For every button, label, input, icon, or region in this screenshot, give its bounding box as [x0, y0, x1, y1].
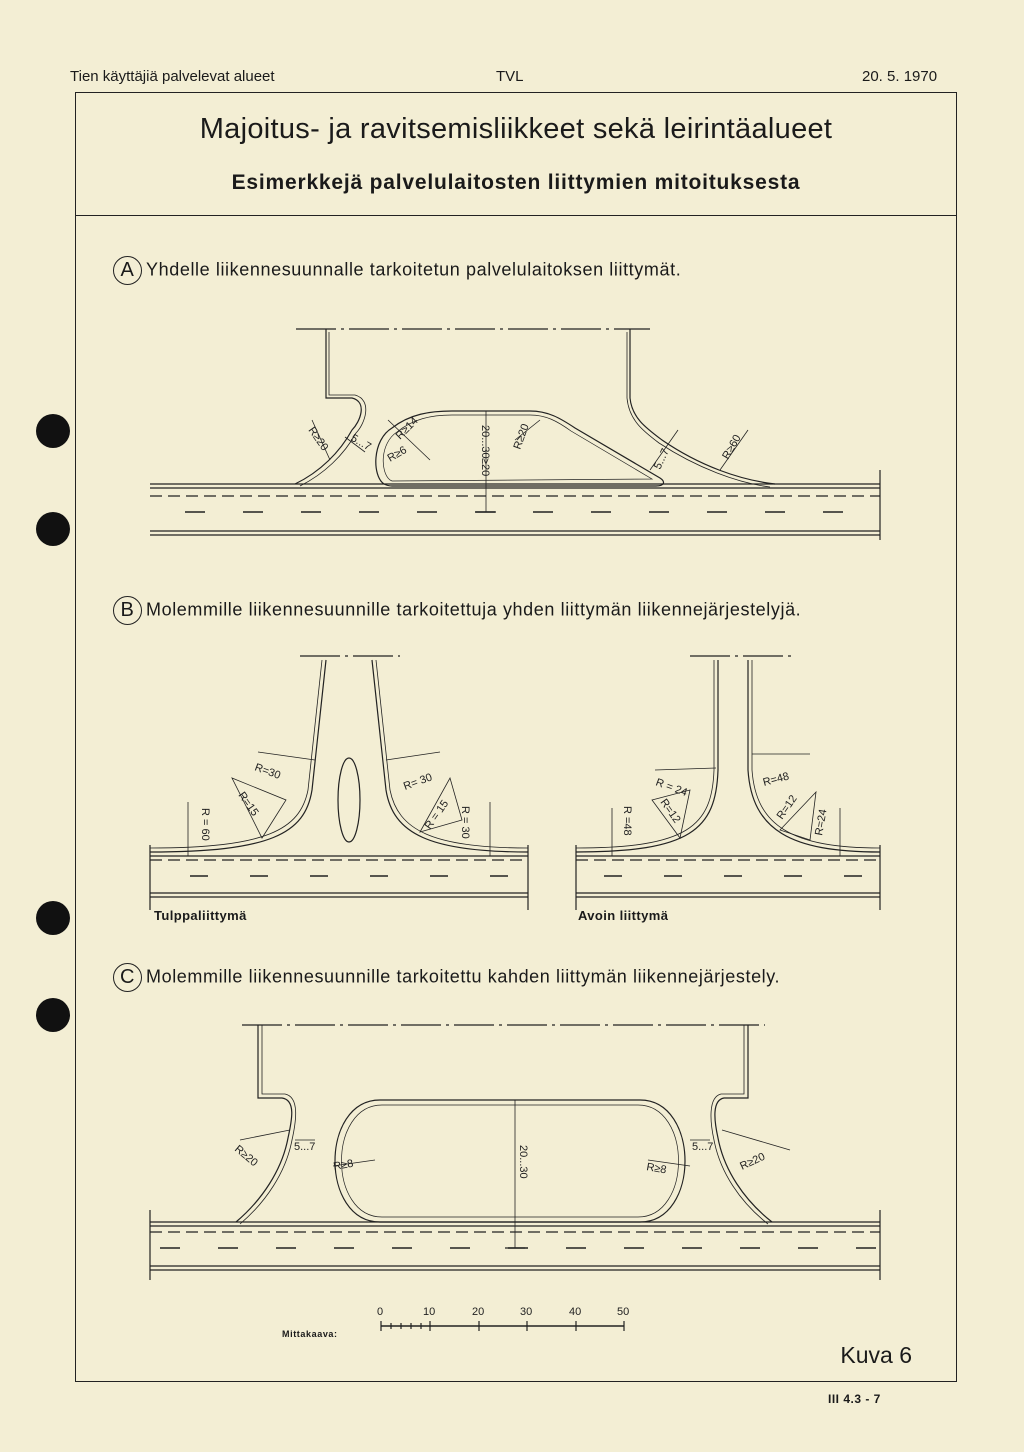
label-r-island-right: R≥20	[511, 422, 532, 452]
left-connection-edge	[576, 660, 718, 852]
right-connection-edge	[715, 1025, 772, 1222]
label-width-min: ≥20	[479, 458, 491, 477]
label-r15-left: R=15	[235, 789, 261, 819]
radius-leader	[386, 752, 440, 760]
diagram-c-labels	[232, 1141, 767, 1179]
drop-island	[338, 758, 360, 842]
header-center: TVL	[496, 68, 524, 85]
right-connection-edge	[630, 329, 775, 484]
label-r30-far: R = 30	[459, 806, 471, 839]
left-connection-edge	[236, 1025, 292, 1222]
label-r-island-top: R≥14	[393, 415, 421, 443]
section-b-letter: B	[113, 596, 142, 625]
radius-leader	[655, 768, 716, 770]
radius-leader	[722, 1130, 790, 1150]
diagram-a	[150, 329, 880, 540]
scale-tick-label: 30	[520, 1306, 533, 1318]
left-connection-edge	[295, 329, 361, 484]
label-r-island-small: R≥6	[385, 444, 409, 465]
label-r-right: R≥20	[738, 1150, 768, 1173]
label-r15-right: R = 15	[422, 798, 452, 832]
left-connection-edge	[150, 660, 326, 852]
scale-labels	[377, 1306, 629, 1318]
caption-avoin-liittyma: Avoin liittymä	[578, 908, 669, 923]
scale-tick-label: 50	[617, 1306, 630, 1318]
label-r30-right: R= 30	[401, 771, 434, 793]
diagram-b2-labels	[621, 770, 830, 836]
label-width: 20...30	[479, 425, 491, 459]
page-subtitle: Esimerkkejä palvelulaitosten liittymien mitoituksesta	[231, 171, 801, 194]
label-r-island-left: R≥8	[332, 1157, 355, 1173]
diagram-b1-labels	[199, 762, 471, 841]
left-connection-edge-inner	[300, 332, 366, 486]
section-c-text: Molemmille liikennesuunnille tarkoitettu kahden liittymän liikennejärjestely.	[146, 966, 781, 987]
label-width: 20...30	[517, 1145, 529, 1179]
radius-leader	[258, 752, 315, 760]
label-r-right: R≥60	[720, 432, 744, 462]
diagram-a-labels	[306, 415, 744, 476]
caption-tulppaliittyma: Tulppaliittymä	[154, 908, 247, 923]
diagram-c	[150, 1025, 880, 1280]
scale-label: Mittakaava:	[282, 1329, 338, 1339]
label-r48-left: R =48	[621, 806, 633, 836]
left-connection-edge-inner	[240, 1025, 296, 1224]
diagram-b1	[150, 656, 528, 910]
label-r48-right: R=48	[761, 770, 791, 789]
radius-leader	[240, 1130, 290, 1140]
scale-tick-label: 20	[472, 1306, 485, 1318]
section-a-text: Yhdelle liikennesuunnalle tarkoitetun palvelulaitoksen liittymät.	[146, 259, 682, 280]
diagram-b2	[576, 656, 880, 910]
label-r-island-right: R≥8	[645, 1161, 668, 1177]
page-title: Majoitus- ja ravitsemisliikkeet sekä leirintäalueet	[199, 113, 833, 145]
label-r12-left: R=12	[657, 796, 683, 826]
traffic-island	[335, 1100, 685, 1222]
right-connection-edge-inner	[627, 332, 770, 487]
label-r-left: R≥20	[305, 424, 331, 454]
section-a-letter: A	[113, 256, 142, 285]
right-connection-edge	[748, 660, 880, 852]
header-date: 20. 5. 1970	[862, 68, 938, 85]
header-left: Tien käyttäjiä palvelevat alueet	[70, 68, 275, 85]
scale-tick-label: 0	[377, 1306, 384, 1318]
label-r24-right: R=24	[813, 808, 830, 837]
figure-number: Kuva 6	[840, 1342, 912, 1368]
label-r-left: R≥20	[232, 1143, 260, 1170]
label-r24-left: R = 24	[653, 776, 689, 800]
label-r12-right: R=12	[774, 793, 800, 822]
left-connection-edge-inner	[576, 660, 714, 848]
section-b-text: Molemmille liikennesuunnille tarkoitettuja yhden liittymän liikennejärjestelyjä.	[146, 599, 802, 620]
label-r60: R = 60	[199, 808, 211, 841]
section-c-letter: C	[113, 963, 142, 992]
label-gap-left: 5...7	[348, 432, 374, 454]
document-code: III 4.3 - 7	[828, 1392, 881, 1406]
label-r30-left: R=30	[252, 761, 283, 782]
traffic-island-inner	[342, 1105, 679, 1217]
scale-tick-label: 10	[423, 1306, 436, 1318]
left-connection-edge-inner	[150, 660, 322, 848]
label-gap-left: 5...7	[294, 1141, 316, 1153]
label-gap-right: 5...7	[651, 446, 672, 472]
scale-bar	[381, 1321, 624, 1331]
right-connection-edge-inner	[711, 1025, 768, 1224]
label-gap-right: 5...7	[692, 1141, 714, 1153]
scale-tick-label: 40	[569, 1306, 582, 1318]
